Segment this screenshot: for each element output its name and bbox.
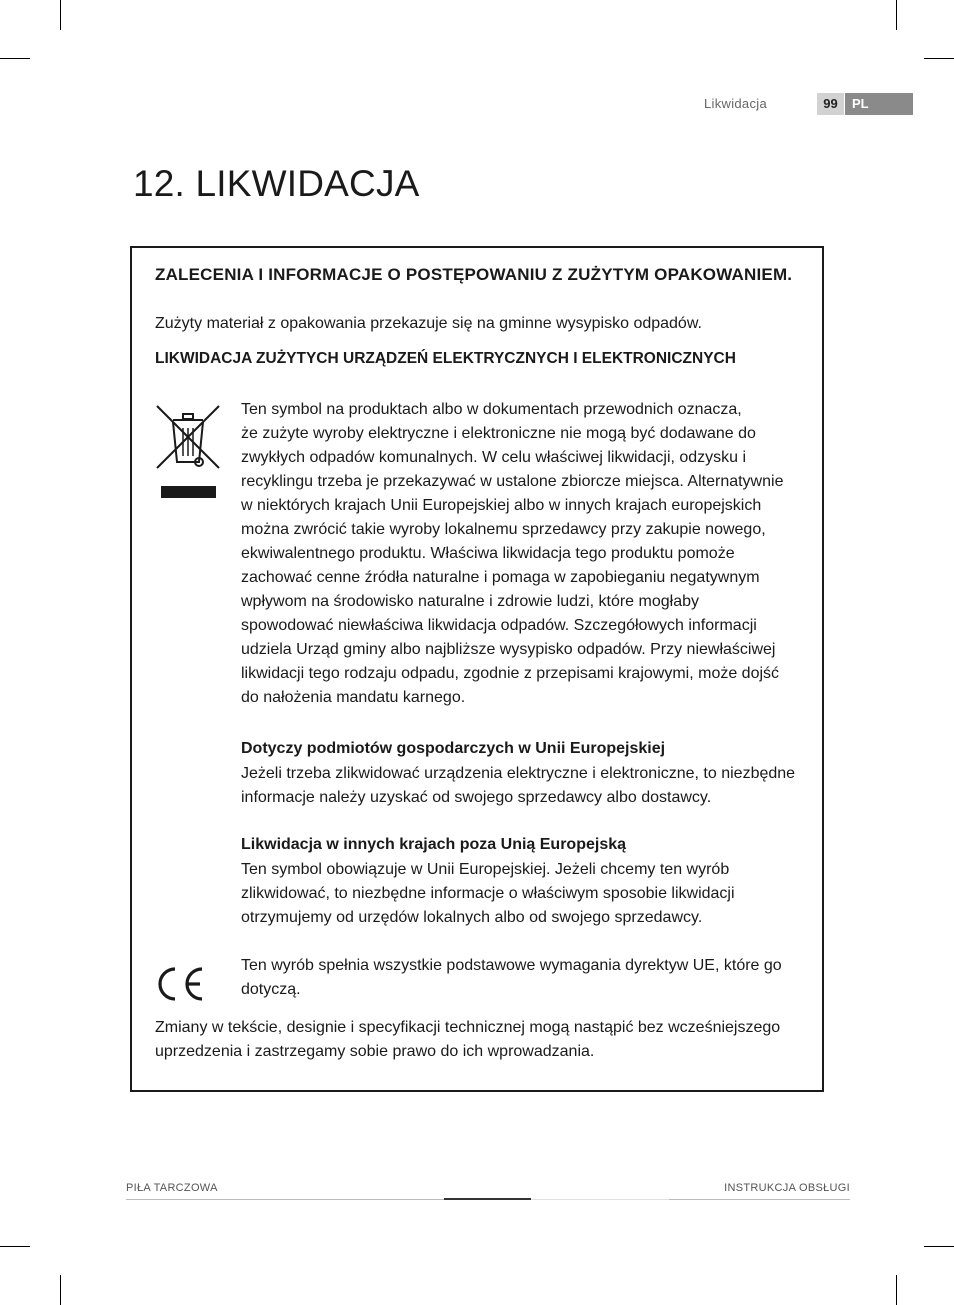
changes-line: Zmiany w tekście, designie i specyfikacji technicznej mogą nastąpić bez wcześniejszego <box>155 1019 781 1036</box>
crop-mark <box>924 58 954 59</box>
weee-heading: LIKWIDACJA ZUŻYTYCH URZĄDZEŃ ELEKTRYCZNYCH I ELEKTRONICZNYCH <box>155 350 736 367</box>
weee-line: można zwrócić takie wyroby lokalnemu sprzedawcy przy zakupie nowego, <box>241 521 766 538</box>
weee-line: zwykłych odpadów komunalnych. W celu właściwej likwidacji, odzysku i <box>241 449 747 466</box>
footer-divider <box>531 1199 669 1200</box>
weee-line: zachować cenne źródła naturalne i pomaga w zapobieganiu negatywnym <box>241 569 760 586</box>
crop-mark <box>924 1246 954 1247</box>
eu-business-line: informacje należy uzyskać od swojego sprzedawcy albo dostawcy. <box>241 789 712 806</box>
eu-business-line: Jeżeli trzeba zlikwidować urządzenia elektryczne i elektroniczne, to niezbędne <box>241 765 796 782</box>
packaging-heading: ZALECENIA I INFORMACJE O POSTĘPOWANIU Z ZUŻYTYM OPAKOWANIEM. <box>155 265 793 284</box>
weee-line: do nałożenia mandatu karnego. <box>241 689 466 706</box>
language-badge: PL <box>845 93 913 115</box>
ce-line: Ten wyrób spełnia wszystkie podstawowe wymagania dyrektyw UE, które go <box>241 957 782 974</box>
page-number: 99 <box>817 93 844 115</box>
footer-divider-accent <box>444 1198 531 1200</box>
weee-line: w niektórych krajach Unii Europejskiej albo w innych krajach europejskich <box>241 497 762 514</box>
crop-mark <box>896 0 897 30</box>
crop-mark <box>0 1246 30 1247</box>
weee-line: recyklingu trzeba je przekazywać w ustalone zbiorcze miejsca. Alternatywnie <box>241 473 784 490</box>
non-eu-line: Ten symbol obowiązuje w Unii Europejskiej. Jeżeli chcemy ten wyrób <box>241 861 730 878</box>
footer-divider <box>669 1199 850 1200</box>
crop-mark <box>896 1275 897 1305</box>
weee-bin-icon <box>153 402 223 500</box>
crop-mark <box>60 1275 61 1305</box>
ce-mark-icon <box>155 966 205 1002</box>
ce-line: dotyczą. <box>241 981 301 998</box>
footer-manual-label: INSTRUKCJA OBSŁUGI <box>724 1182 850 1194</box>
weee-line: wpływom na środowisko naturalne i zdrowie ludzi, które mogłaby <box>241 593 699 610</box>
page-title: 12. LIKWIDACJA <box>133 163 420 204</box>
weee-line: ekwiwalentnego produktu. Właściwa likwidacja tego produktu pomoże <box>241 545 735 562</box>
non-eu-line: otrzymujemy od urzędów lokalnych albo od swojego sprzedawcy. <box>241 909 703 926</box>
footer-divider <box>126 1199 444 1200</box>
weee-line: spowodować niewłaściwa likwidacja odpadów. Szczegółowych informacji <box>241 617 757 634</box>
weee-line: udziela Urząd gminy albo najbliższe wysypisko odpadów. Przy niewłaściwej <box>241 641 776 658</box>
crop-mark <box>0 58 30 59</box>
crop-mark <box>60 0 61 30</box>
header-section-label: Likwidacja <box>704 96 767 111</box>
weee-line: Ten symbol na produktach albo w dokumentach przewodnich oznacza, <box>241 401 742 418</box>
eu-business-heading: Dotyczy podmiotów gospodarczych w Unii Europejskiej <box>241 740 666 757</box>
non-eu-line: zlikwidować, to niezbędne informacje o właściwym sposobie likwidacji <box>241 885 735 902</box>
changes-line: uprzedzenia i zastrzegamy sobie prawo do ich wprowadzania. <box>155 1043 595 1060</box>
weee-line: że zużyte wyroby elektryczne i elektroniczne nie mogą być dodawane do <box>241 425 756 442</box>
packaging-text: Zużyty materiał z opakowania przekazuje się na gminne wysypisko odpadów. <box>155 315 702 332</box>
footer-product-name: PIŁA TARCZOWA <box>126 1182 218 1194</box>
non-eu-heading: Likwidacja w innych krajach poza Unią Europejską <box>241 836 627 853</box>
weee-line: likwidacji tego rodzaju odpadu, zgodnie z przepisami krajowymi, może dojść <box>241 665 780 682</box>
